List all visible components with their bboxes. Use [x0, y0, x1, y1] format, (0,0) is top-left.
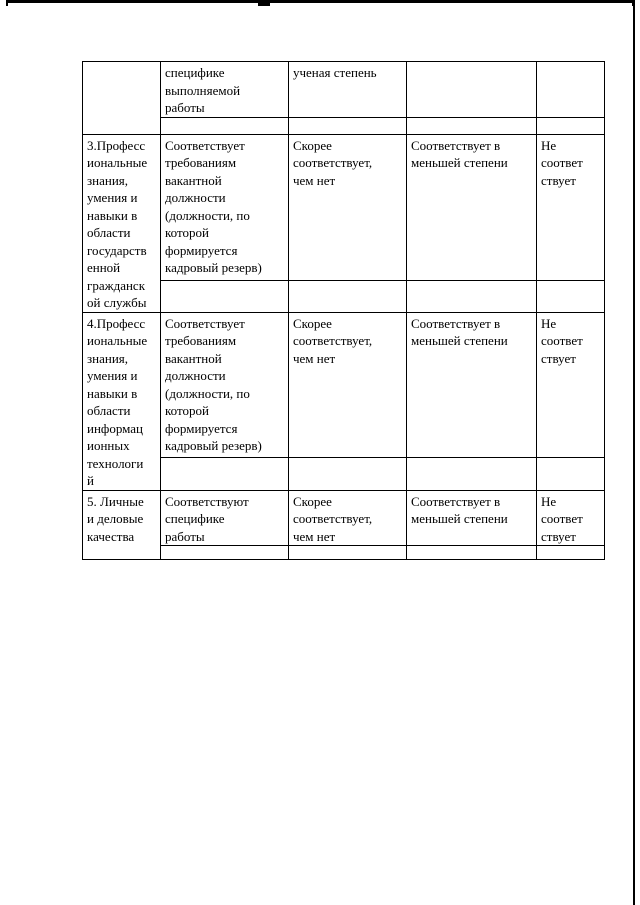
table-cell-empty [537, 457, 605, 490]
table-cell: Соответствует в меньшей степени [407, 490, 537, 546]
table-cell-empty [161, 546, 289, 560]
table-cell-empty [537, 117, 605, 134]
table-cell-empty [407, 280, 537, 312]
table-row [83, 312, 605, 457]
scan-frame-top [6, 0, 634, 6]
table-cell: Соответствует требованиям вакантной должности (должности, по которой формируется кадровый резерв) [161, 134, 289, 280]
table-cell-criterion: 3.Професс иональные знания, умения и навыки в области государств енной гражданск ой службы [83, 134, 161, 312]
table-cell: ученая степень [289, 62, 407, 118]
table-cell: Скорее соответствует, чем нет [289, 312, 407, 457]
table-row [83, 490, 605, 546]
table-row [83, 134, 605, 280]
table-cell: Не соответ ствует [537, 134, 605, 280]
table-row-blank [83, 117, 605, 134]
table-cell-empty [289, 457, 407, 490]
table-row-blank [83, 457, 605, 490]
table-row-blank [83, 546, 605, 560]
table-cell-empty [289, 546, 407, 560]
table-cell-empty [161, 457, 289, 490]
table-cell-empty [537, 280, 605, 312]
scan-artifact [258, 2, 270, 6]
table-cell-empty [289, 280, 407, 312]
table-cell-empty [407, 457, 537, 490]
table-cell: Соответствует требованиям вакантной должности (должности, по которой формируется кадровый резерв) [161, 312, 289, 457]
table-cell-empty [407, 117, 537, 134]
table-cell-criterion-empty [83, 62, 161, 135]
scan-frame-right [633, 0, 635, 905]
table-cell [537, 62, 605, 118]
table-cell: Соответствует в меньшей степени [407, 134, 537, 280]
table-cell: специфике выполняемой работы [161, 62, 289, 118]
table-cell-empty [537, 546, 605, 560]
table-cell: Соответствует в меньшей степени [407, 312, 537, 457]
table-cell: Не соответ ствует [537, 490, 605, 546]
table-cell-empty [161, 117, 289, 134]
table-cell-empty [289, 117, 407, 134]
table-cell-empty [407, 546, 537, 560]
table-cell: Скорее соответствует, чем нет [289, 134, 407, 280]
table-cell-criterion: 4.Професс иональные знания, умения и навыки в области информац ионных технологи й [83, 312, 161, 490]
table-row-continuation [83, 62, 605, 118]
table-cell: Соответствуют специфике работы [161, 490, 289, 546]
table-cell: Не соответ ствует [537, 312, 605, 457]
table-cell-criterion: 5. Личные и деловые качества [83, 490, 161, 560]
table-cell: Скорее соответствует, чем нет [289, 490, 407, 546]
evaluation-table [82, 61, 605, 560]
table-cell-empty [161, 280, 289, 312]
table-row-blank [83, 280, 605, 312]
table-cell [407, 62, 537, 118]
